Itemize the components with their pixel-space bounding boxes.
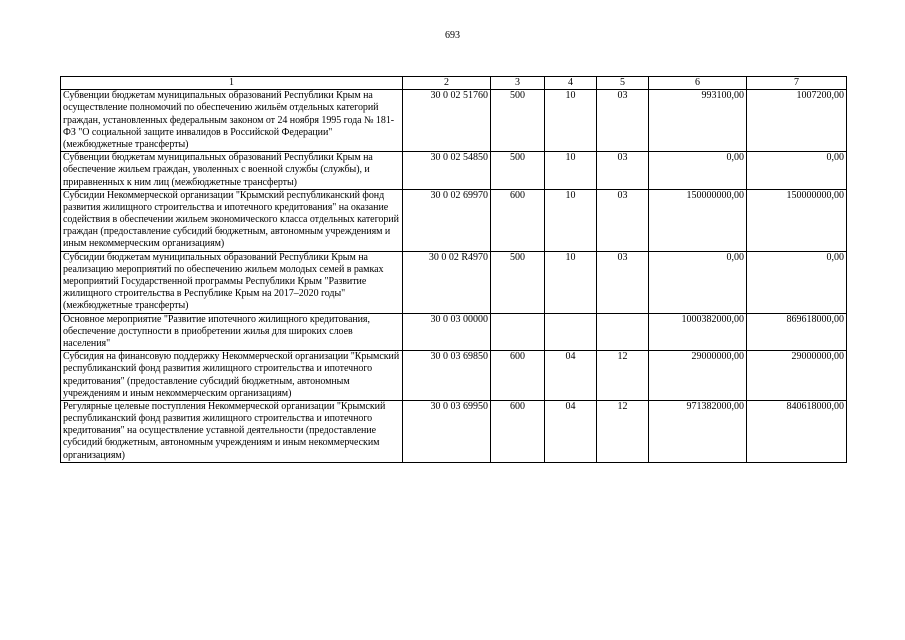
row-expense-type [491, 313, 545, 351]
row-name: Регулярные целевые поступления Некоммерческой организации "Крымский республиканский фонд развития жилищного строительства и ипотечного кредитования" на осуществление уставной деятельности (предоставление субсидий бюджетным, автономным учреждениям и иным некоммерческим организациям) [61, 400, 403, 462]
page-number: 693 [445, 30, 460, 41]
row-amount-col6: 0,00 [649, 251, 747, 313]
row-expense-type: 600 [491, 351, 545, 401]
column-header: 4 [545, 77, 597, 90]
column-header: 5 [597, 77, 649, 90]
table-row [61, 189, 847, 251]
row-amount-col7: 1007200,00 [747, 90, 847, 152]
row-target-code: 30 0 03 00000 [403, 313, 491, 351]
row-amount-col6: 0,00 [649, 152, 747, 190]
row-subsection: 03 [597, 90, 649, 152]
row-target-code: 30 0 02 R4970 [403, 251, 491, 313]
row-subsection: 03 [597, 189, 649, 251]
row-section: 10 [545, 251, 597, 313]
table-row [61, 313, 847, 351]
row-expense-type: 500 [491, 152, 545, 190]
column-header: 2 [403, 77, 491, 90]
row-amount-col7: 150000000,00 [747, 189, 847, 251]
row-subsection: 03 [597, 152, 649, 190]
row-expense-type: 500 [491, 90, 545, 152]
row-subsection: 12 [597, 400, 649, 462]
row-subsection: 12 [597, 351, 649, 401]
row-amount-col7: 840618000,00 [747, 400, 847, 462]
row-expense-type: 500 [491, 251, 545, 313]
table-row [61, 152, 847, 190]
column-header: 1 [61, 77, 403, 90]
column-number-row [61, 77, 847, 90]
row-name: Субвенции бюджетам муниципальных образований Республики Крым на обеспечение жильем граждан, уволенных с военной службы (службы), и приравненных к ним лиц (межбюджетные трансферты) [61, 152, 403, 190]
budget-table [60, 76, 847, 463]
column-header: 3 [491, 77, 545, 90]
row-name: Субсидии Некоммерческой организации "Крымский республиканский фонд развития жилищного строительства и ипотечного кредитования" на оказание содействия в обеспечении жильем экономического класса отдельных категорий граждан (предоставление субсидий бюджетным, автономным учреждениям и иным некоммерческим организациям) [61, 189, 403, 251]
table-row [61, 90, 847, 152]
row-section: 04 [545, 351, 597, 401]
row-name: Субсидии бюджетам муниципальных образований Республики Крым на реализацию мероприятий по обеспечению жильем молодых семей в рамках мероприятий Государственной программы Республики Крым "Развитие жилищного строительства в Республике Крым на 2017–2020 годы" (межбюджетные трансферты) [61, 251, 403, 313]
table-row [61, 351, 847, 401]
row-amount-col7: 29000000,00 [747, 351, 847, 401]
column-header: 6 [649, 77, 747, 90]
column-header: 7 [747, 77, 847, 90]
row-target-code: 30 0 02 69970 [403, 189, 491, 251]
row-section: 10 [545, 90, 597, 152]
row-name: Субвенции бюджетам муниципальных образований Республики Крым на осуществление полномочий по обеспечению жильём отдельных категорий граждан, установленных федеральным законом от 24 ноября 1995 года № 181-ФЗ "О социальной защите инвалидов в Российской Федерации" (межбюджетные трансферты) [61, 90, 403, 152]
row-amount-col6: 1000382000,00 [649, 313, 747, 351]
row-section: 10 [545, 189, 597, 251]
row-name: Субсидия на финансовую поддержку Некоммерческой организации "Крымский республиканский фонд развития жилищного строительства и ипотечного кредитования" (предоставление субсидий бюджетным, автономным учреждениям и иным некоммерческим организациям) [61, 351, 403, 401]
row-subsection [597, 313, 649, 351]
row-amount-col6: 29000000,00 [649, 351, 747, 401]
row-section [545, 313, 597, 351]
table-row [61, 251, 847, 313]
row-expense-type: 600 [491, 189, 545, 251]
row-subsection: 03 [597, 251, 649, 313]
row-amount-col6: 993100,00 [649, 90, 747, 152]
row-amount-col6: 150000000,00 [649, 189, 747, 251]
row-target-code: 30 0 02 51760 [403, 90, 491, 152]
row-section: 10 [545, 152, 597, 190]
row-target-code: 30 0 02 54850 [403, 152, 491, 190]
row-target-code: 30 0 03 69850 [403, 351, 491, 401]
row-amount-col7: 0,00 [747, 152, 847, 190]
row-amount-col6: 971382000,00 [649, 400, 747, 462]
table-row [61, 400, 847, 462]
row-amount-col7: 0,00 [747, 251, 847, 313]
row-expense-type: 600 [491, 400, 545, 462]
row-section: 04 [545, 400, 597, 462]
row-amount-col7: 869618000,00 [747, 313, 847, 351]
row-target-code: 30 0 03 69950 [403, 400, 491, 462]
row-name: Основное мероприятие "Развитие ипотечного жилищного кредитования, обеспечение доступности в приобретении жилья для широких слоев населения" [61, 313, 403, 351]
